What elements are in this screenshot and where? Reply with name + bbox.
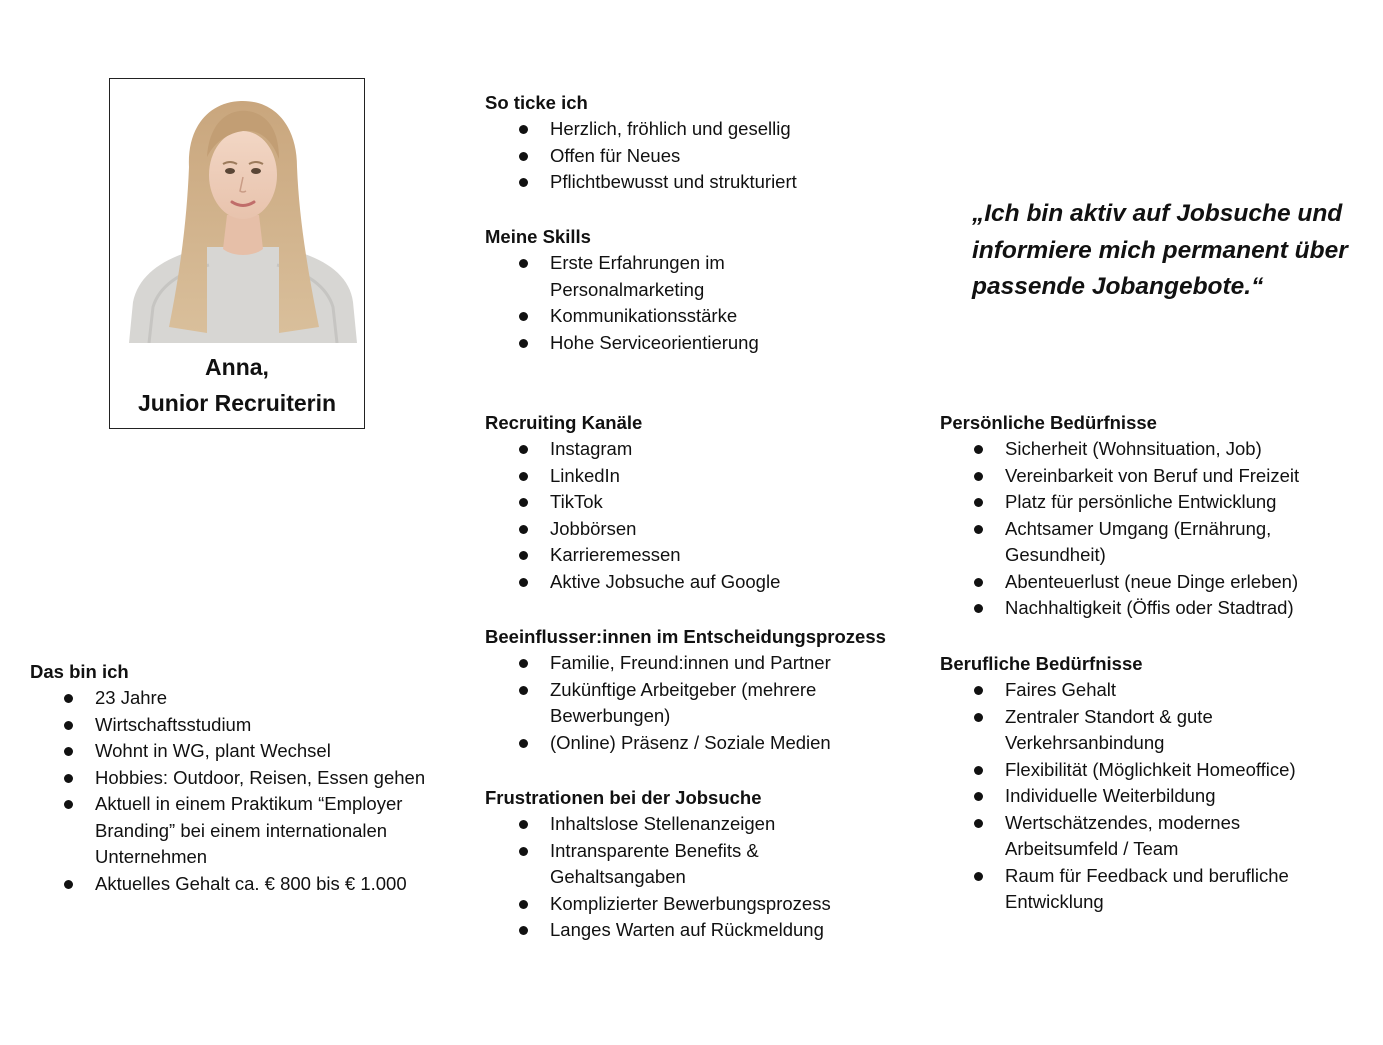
list-item: Wohnt in WG, plant Wechsel	[30, 738, 455, 765]
section-title: Das bin ich	[30, 661, 129, 682]
section-title: Beeinflusser:innen im Entscheidungsprozess	[485, 626, 886, 647]
bullet-list	[485, 811, 865, 944]
list-item: Achtsamer Umgang (Ernährung, Gesundheit)	[940, 516, 1305, 569]
section-title: So ticke ich	[485, 92, 588, 113]
list-item: Vereinbarkeit von Beruf und Freizeit	[940, 463, 1365, 490]
bullet-list	[485, 116, 955, 196]
list-item: Offen für Neues	[485, 143, 955, 170]
list-item: Wertschätzendes, modernes Arbeitsumfeld / Team	[940, 810, 1290, 863]
list-item: 23 Jahre	[30, 685, 455, 712]
list-item: Aktive Jobsuche auf Google	[485, 569, 955, 596]
list-item: Zentraler Standort & gute Verkehrsanbindung	[940, 704, 1285, 757]
list-item: Komplizierter Bewerbungsprozess	[485, 891, 865, 918]
list-item: Flexibilität (Möglichkeit Homeoffice)	[940, 757, 1365, 784]
list-item: Sicherheit (Wohnsituation, Job)	[940, 436, 1365, 463]
bullet-list	[485, 250, 785, 356]
list-item: Instagram	[485, 436, 955, 463]
section-title: Recruiting Kanäle	[485, 412, 643, 433]
section-title: Frustrationen bei der Jobsuche	[485, 787, 762, 808]
persona-photo	[129, 97, 357, 343]
bullet-list	[30, 685, 455, 897]
section-persoenliche-beduerfnisse	[940, 410, 1370, 622]
persona-name	[110, 349, 364, 421]
persona-card	[109, 78, 365, 429]
persona-name-line1: Anna,	[205, 354, 269, 380]
list-item: Intransparente Benefits & Gehaltsangaben	[485, 838, 790, 891]
list-item: Abenteuerlust (neue Dinge erleben)	[940, 569, 1365, 596]
bullet-list	[485, 436, 955, 595]
section-recruiting-kanaele	[485, 410, 955, 595]
persona-role: Junior Recruiterin	[137, 390, 337, 416]
list-item: TikTok	[485, 489, 955, 516]
list-item: Erste Erfahrungen im Personalmarketing	[485, 250, 785, 303]
list-item: Pflichtbewusst und strukturiert	[485, 169, 955, 196]
list-item: Hohe Serviceorientierung	[485, 330, 785, 357]
list-item: Individuelle Weiterbildung	[940, 783, 1365, 810]
list-item: Faires Gehalt	[940, 677, 1365, 704]
list-item: Platz für persönliche Entwicklung	[940, 489, 1365, 516]
list-item: Wirtschaftsstudium	[30, 712, 455, 739]
section-frustrationen	[485, 785, 885, 944]
section-title: Berufliche Bedürfnisse	[940, 653, 1143, 674]
list-item: Zukünftige Arbeitgeber (mehrere Bewerbungen)	[485, 677, 865, 730]
list-item: Nachhaltigkeit (Öffis oder Stadtrad)	[940, 595, 1365, 622]
bullet-list	[485, 650, 865, 756]
section-title: Persönliche Bedürfnisse	[940, 412, 1157, 433]
list-item: (Online) Präsenz / Soziale Medien	[485, 730, 865, 757]
list-item: Herzlich, fröhlich und gesellig	[485, 116, 955, 143]
list-item: Karrieremessen	[485, 542, 955, 569]
list-item: LinkedIn	[485, 463, 955, 490]
list-item: Aktuell in einem Praktikum “Employer Branding” bei einem internationalen Unternehmen	[30, 791, 440, 871]
list-item: Raum für Feedback und berufliche Entwicklung	[940, 863, 1345, 916]
section-das-bin-ich	[30, 659, 460, 897]
list-item: Aktuelles Gehalt ca. € 800 bis € 1.000	[30, 871, 455, 898]
section-beeinflusser	[485, 624, 905, 756]
section-berufliche-beduerfnisse	[940, 651, 1370, 916]
list-item: Hobbies: Outdoor, Reisen, Essen gehen	[30, 765, 455, 792]
list-item: Jobbörsen	[485, 516, 955, 543]
list-item: Langes Warten auf Rückmeldung	[485, 917, 865, 944]
bullet-list	[940, 677, 1365, 916]
section-so-ticke-ich	[485, 90, 955, 196]
list-item: Familie, Freund:innen und Partner	[485, 650, 865, 677]
section-meine-skills	[485, 224, 785, 356]
list-item: Inhaltslose Stellenanzeigen	[485, 811, 865, 838]
persona-quote: „Ich bin aktiv auf Jobsuche und informiere mich permanent über passende Jobangebote.“	[972, 200, 1348, 300]
persona-photo-illustration	[129, 97, 357, 343]
list-item: Kommunikationsstärke	[485, 303, 785, 330]
bullet-list	[940, 436, 1365, 622]
section-title: Meine Skills	[485, 226, 591, 247]
